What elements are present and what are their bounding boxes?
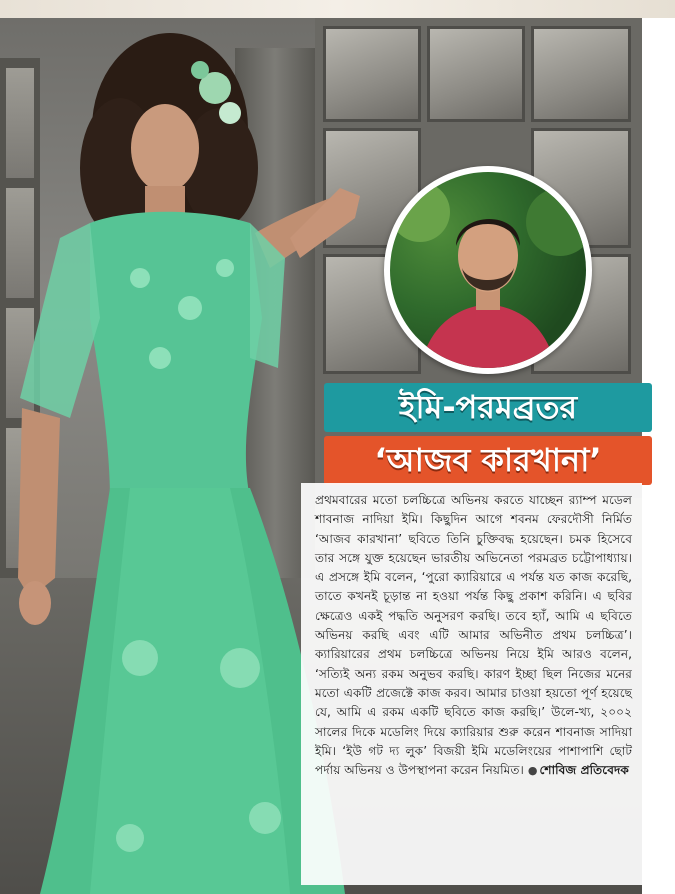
headline-line-2: ‘আজব কারখানা’: [374, 441, 602, 479]
article-box: [301, 483, 642, 885]
top-border: [0, 0, 675, 18]
article-body: [315, 491, 632, 780]
byline: শোবিজ প্রতিবেদক: [539, 763, 629, 778]
article-text: প্রথমবারের মতো চলচ্চিত্রে অভিনয় করতে যাচ্ছেন র‌্যাম্প মডেল শাবনাজ নাদিয়া ইমি। কিছুদিন আগে শবনম ফেরদৌসী নির্মিত ‘আজব কারখানা’ ছবিতে তিনি চুক্তিবদ্ধ হয়েছেন। চমক হিসেবে তার সঙ্গে যুক্ত হয়েছেন ভারতীয় অভিনেতা পরমব্রত চট্টোপাধ্যায়। এ প্রসঙ্গে ইমি বলেন, ‘পুরো ক্যারিয়ারে এ পর্যন্ত যত কাজ করেছি, তাতে কখনই চূড়ান্ত না হওয়া পর্যন্ত কিছু প্রকাশ করিনি। এ ছবির ক্ষেত্রেও একই পদ্ধতি অনুসরণ করছি। তবে হ্যাঁ, আমি এ ছবিতে অভিনয় করছি এবং এটি আমার অভিনীত প্রথম চলচ্চিত্র’। ক্যারিয়ারের প্রথম চলচ্চিত্রে অভিনয় নিয়ে ইমি আরও বলেন, ‘সত্যিই অন্য রকম অনুভব করছি। কারণ ইচ্ছা ছিল নিজের মনের মতো একটি প্রজেক্টে কাজ করব। আমার চাওয়া হয়তো পূর্ণ হয়েছে যে, আমি এ রকম একটি ছবিতে কাজ করছি।’ উলে-খ্য, ২০০২ সালের দিকে মডেলিং দিয়ে ক্যারিয়ার শুরু করেন শাবনাজ সাদিয়া ইমি। ‘ইউ গট দ্য লুক’ বিজয়ী ইমি মডেলিংয়ের পাশাপাশি ছোট পর্দায় অভিনয় ও উপস্থাপনা করেন নিয়মিত।: [315, 493, 632, 778]
actor-photo: [390, 172, 586, 368]
actor-portrait: [384, 166, 592, 374]
headline-line-1: ইমি-পরমব্রতর: [398, 388, 578, 426]
bullet-icon: ●: [527, 764, 538, 778]
actor-illustration: [390, 172, 586, 368]
